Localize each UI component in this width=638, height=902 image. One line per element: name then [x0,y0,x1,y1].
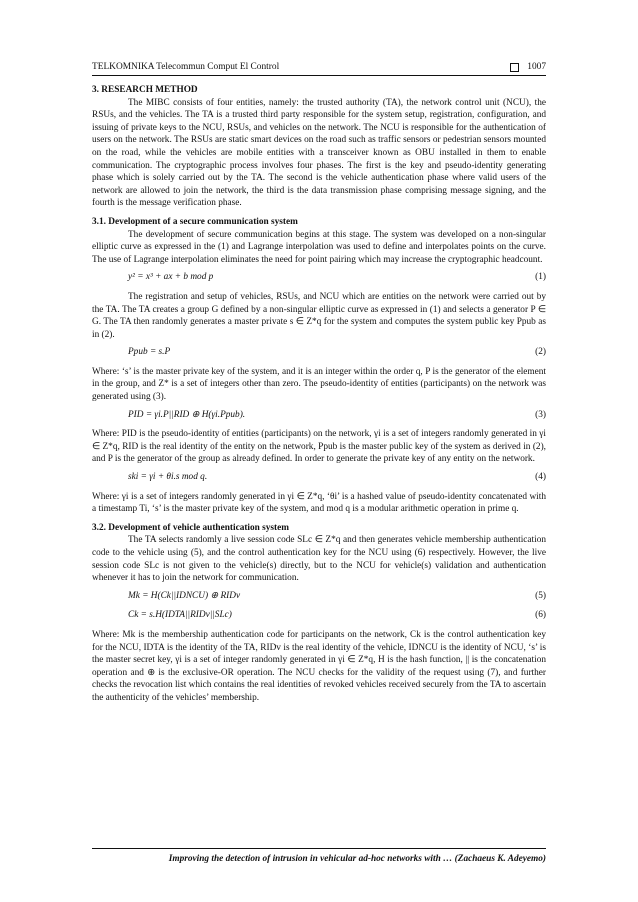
subsection-heading: 3.1. Development of a secure communication system [92,216,298,227]
header-rule [92,75,546,76]
equation-2 [92,346,546,359]
paragraph: The MIBC consists of four entities, namely: the trusted authority (TA), the network control unit (NCU), the RSUs, and the vehicles. The TA is a trusted third party responsible for the system setup, registration, configuration, and issuing of private keys to the NCU, RSUs, and vehicles on the network. The NCU is responsible for the authentication of users on the network. The RSUs are static smart devices on the road such as traffic sensors or pedestrian sensors mounted on the road, while the vehicles are mobile entities with a transceiver known as OBU installed in them to enable communication. The cryptographic process involves four phases. The first is the key and pseudo-identity generating phase which is solely carried out by the TA. The second is the vehicle authentication phase where valid users of the network are allowed to join the network, the third is the data transmission phase comprising message signing, and the fourth is the message verification phase. [92,97,546,209]
equation-number: (2) [535,347,546,358]
equation-body: Ppub = s.P [128,347,171,358]
equation-4 [92,471,546,484]
equation-number: (3) [535,409,546,420]
equation-number: (4) [535,472,546,483]
subsection-heading: 3.2. Development of vehicle authentication system [92,522,290,533]
equation-6 [92,609,546,622]
page-body [92,84,546,705]
paragraph: Where: ‘s’ is the master private key of the system, and it is an integer within the order q, P is the generator of the element in the group, and Z* is a set of integers other than zero. The pseudo-identity of entities (participants) on the network was generated using (3). [92,366,546,403]
paragraph: Where: Mk is the membership authentication code for participants on the network, Ck is the control authentication key for the NCU, IDTA is the identity of the TA, RIDv is the real identity of the vehicle, IDNCU is the identity of NCU, ‘s’ is the master secret key, γi is a set of integer randomly generated in γi ∈ Z*q, H is the hash function, || is the concatenation operation and ⊕ is the exclusive-OR operation. The NCU checks for the validity of the request using (7), and further checks the revocation list which contains the real identities of revoked vehicles received securely from the TA to ascertain the authenticity of the vehicles’ membership. [92,629,546,703]
journal-name: TELKOMNIKA Telecommun Comput El Control [92,62,280,72]
equation-number: (6) [535,610,546,621]
paragraph: Where: PID is the pseudo-identity of entities (participants) on the network, γi is a set of integers randomly generated in γi ∈ Z*q, RID is the real identity of the entity on the network, Ppub is the master public key of the system as derived in (2), and P is the generator of the group as already defined. In order to generate the private key of any entity on the network. [92,429,546,465]
running-header [92,58,546,72]
equation-body: Ck = s.H(IDTA||RIDv||SLc) [128,610,232,621]
equation-number: (1) [535,272,546,283]
equation-5 [92,590,546,603]
checkbox-square-icon [510,63,519,72]
section-heading: 3. RESEARCH METHOD [92,85,198,95]
footer-rule [92,848,546,849]
equation-body: y² = x³ + ax + b mod p [128,272,214,283]
running-footer: Improving the detection of intrusion in vehicular ad-hoc networks with … (Zachaeus K. Adeyemo) [168,854,546,864]
equation-body: ski = γi + θi.s mod q. [128,472,208,483]
page-number: 1007 [527,62,546,72]
paragraph: The TA selects randomly a live session code SLc ∈ Z*q and then generates vehicle membership authentication code to the vehicle using (5), and the control authentication key for the NCU using (6) respectively. However, the live session code SLc is not given to the vehicle(s) directly, but to the NCU for vehicle(s) validation and authentication whenever it has to join the network for communication. [92,535,546,584]
equation-body: Mk = H(Ck||IDNCU) ⊕ RIDv [128,590,241,601]
paragraph: Where: γi is a set of integers randomly generated in γi ∈ Z*q, ‘θi’ is a hashed value of pseudo-identity concatenated with a timestamp Ti, ‘s’ is the master private key of the system, and mod q is a modular arithmetic operation in prime q. [92,491,546,515]
equation-body: PID = γi.P||RID ⊕ H(γi.Ppub). [128,409,246,420]
equation-number: (5) [535,590,546,601]
paragraph: The development of secure communication begins at this stage. The system was developed on a non-singular elliptic curve as expressed in the (1) and Lagrange interpolation was used to define and interpolates points on the curve. The use of Lagrange interpolation eliminates the need for point pairing which may increase the cryptographic headcount. [92,229,546,265]
equation-3 [92,409,546,422]
equation-1 [92,271,546,284]
paragraph: The registration and setup of vehicles, RSUs, and NCU which are entities on the network were carried out by the TA. The TA creates a group G defined by a non-singular elliptic curve as expressed in (1) and selects a generator P ∈ G. The TA then randomly generates a master private s ∈ Z*q for the system and computes the system public key Ppub as in (2). [92,291,546,340]
